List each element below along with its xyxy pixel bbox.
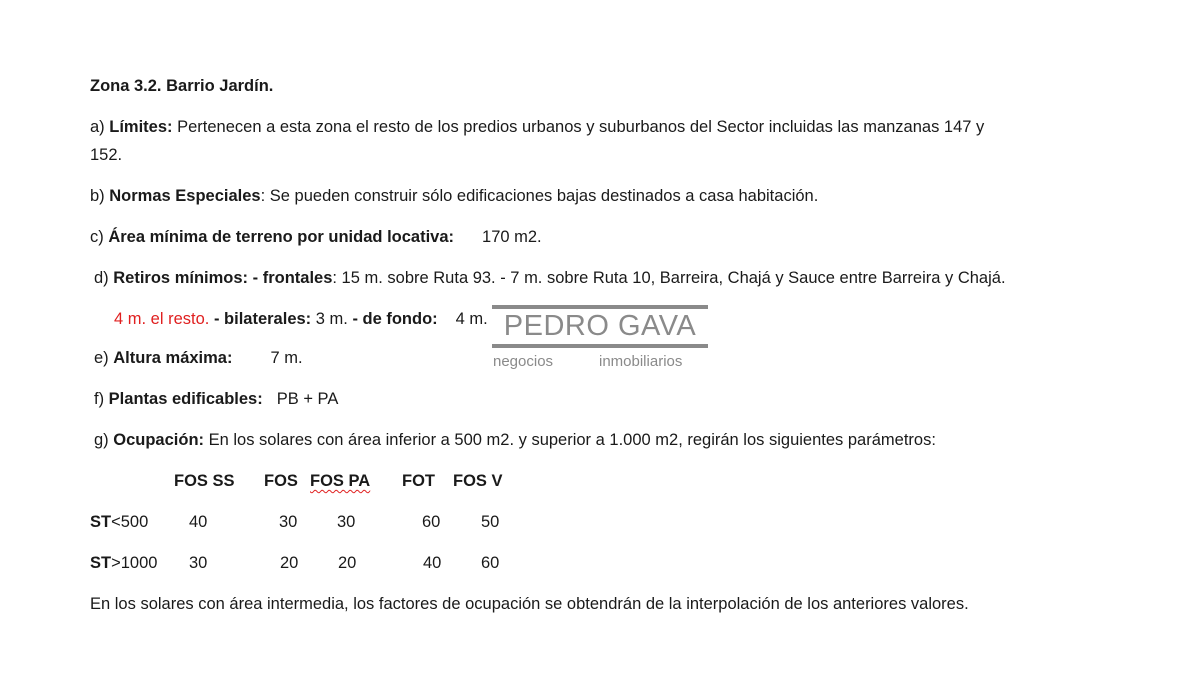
cell: 60 (422, 513, 441, 531)
header-fot: FOT (402, 472, 435, 490)
logo-name: PEDRO GAVA (503, 310, 697, 342)
cell: 20 (338, 554, 357, 572)
header-fos: FOS (264, 472, 298, 490)
logo-sub-inmobiliarios: inmobiliarios (599, 353, 683, 370)
logo-bottom-bar (492, 344, 708, 348)
item-a-cont: 152. (90, 146, 123, 164)
logo-sub-negocios: negocios (493, 353, 554, 370)
cell: 50 (481, 513, 500, 531)
item-d-cont: 4 m. el resto. - bilaterales: 3 m. - de fondo: 4 m. (114, 310, 488, 328)
cell: 60 (481, 554, 500, 572)
item-c: c) Área mínima de terreno por unidad locativa: 170 m2. (90, 228, 542, 246)
cell: 40 (423, 554, 442, 572)
item-a: a) Límites: Pertenecen a esta zona el resto de los predios urbanos y suburbanos del Sector incluidas las manzanas 147 y (90, 118, 985, 136)
row-label: ST>1000 (90, 554, 158, 572)
cell: 30 (337, 513, 356, 531)
cell: 40 (189, 513, 208, 531)
header-fos-ss: FOS SS (174, 472, 235, 490)
footer-note: En los solares con área intermedia, los factores de ocupación se obtendrán de la interpolación de los anteriores valores. (90, 595, 969, 613)
cell: 20 (280, 554, 299, 572)
item-f: f) Plantas edificables: PB + PA (94, 390, 339, 408)
item-b: b) Normas Especiales: Se pueden construir sólo edificaciones bajas destinados a casa habitación. (90, 187, 819, 205)
document-title: Zona 3.2. Barrio Jardín. (90, 77, 274, 95)
cell: 30 (279, 513, 298, 531)
header-fos-v: FOS V (453, 472, 503, 490)
pedro-gava-watermark-logo (492, 305, 708, 371)
row-label: ST<500 (90, 513, 149, 531)
cell: 30 (189, 554, 208, 572)
logo-top-bar (492, 305, 708, 309)
item-g: g) Ocupación: En los solares con área inferior a 500 m2. y superior a 1.000 m2, regirán los siguientes parámetros: (94, 431, 936, 449)
item-e: e) Altura máxima: 7 m. (94, 349, 303, 367)
header-fos-pa: FOS PA (310, 472, 371, 490)
item-d: d) Retiros mínimos: - frontales: 15 m. sobre Ruta 93. - 7 m. sobre Ruta 10, Barreira, Chajá y Sauce entre Barreira y Chajá. (94, 269, 1006, 287)
